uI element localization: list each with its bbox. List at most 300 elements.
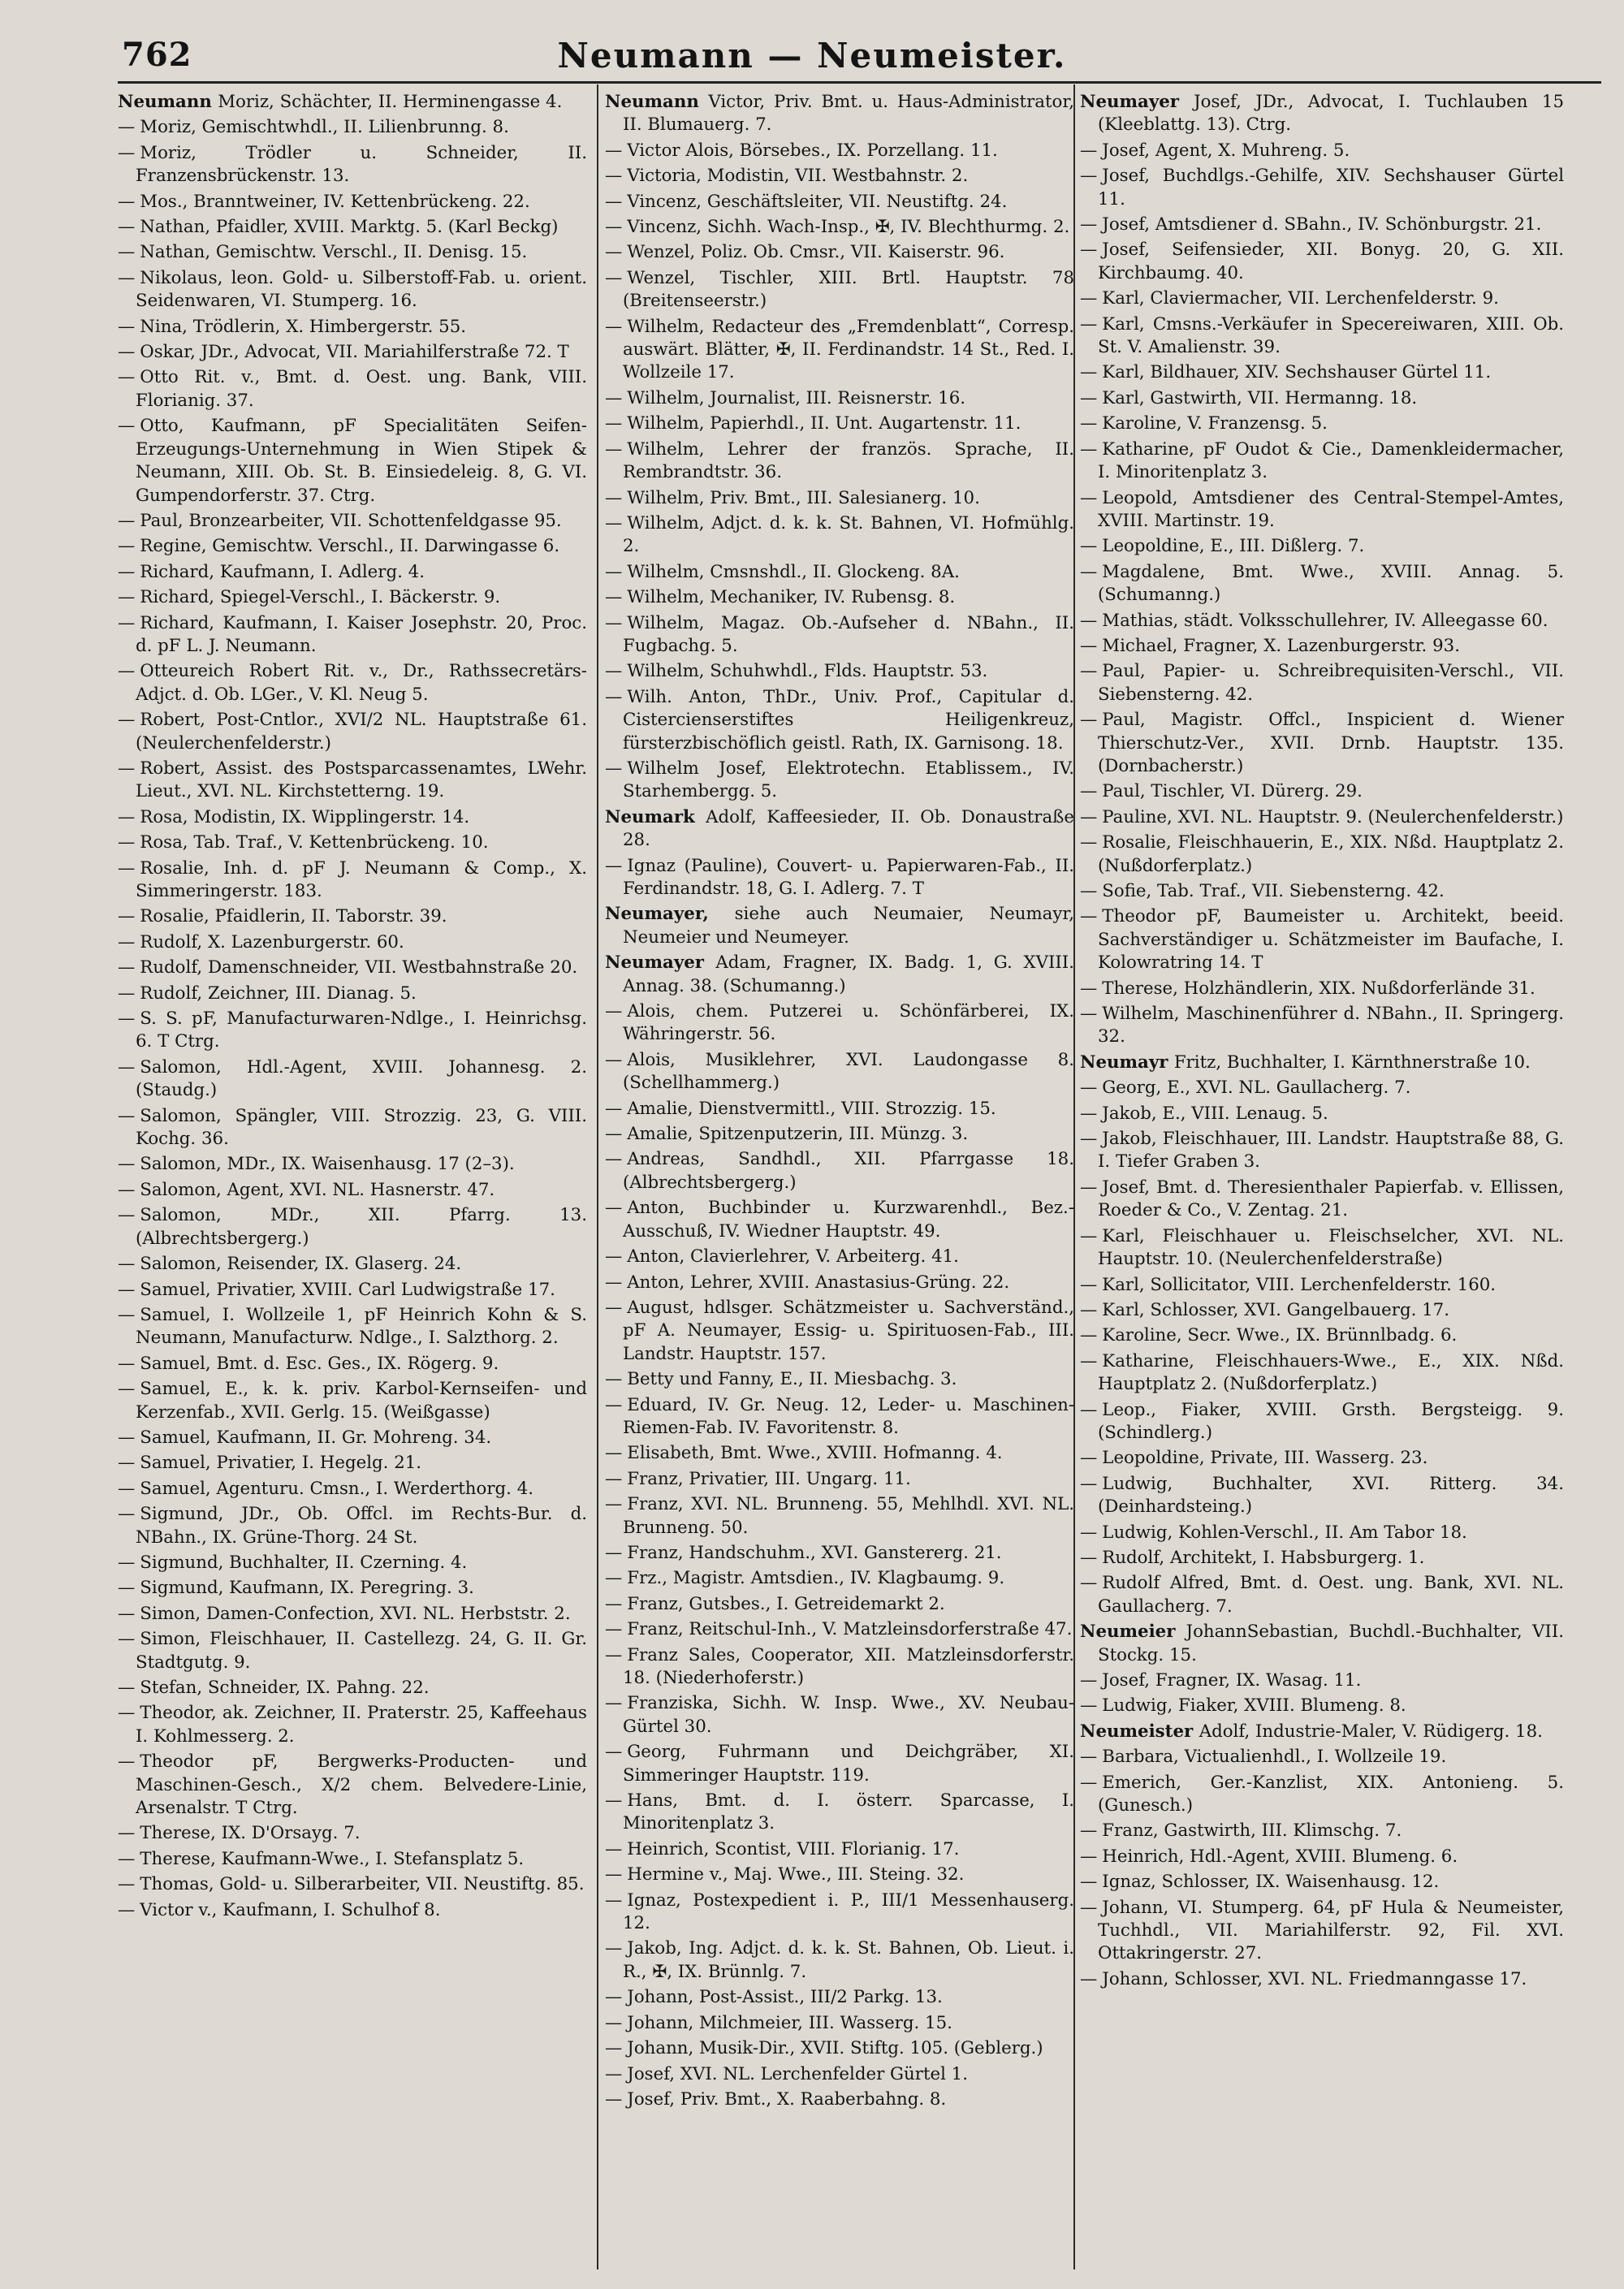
ditto-dash: — [1080,1846,1098,1867]
entry-text: Oskar, JDr., Advocat, VII. Mariahilferstraße 72. T [140,342,569,363]
ditto-dash: — [1080,1695,1098,1717]
ditto-dash: — [605,561,623,582]
directory-entry [1080,91,1564,137]
entry-text: Thomas, Gold- u. Silberarbeiter, VII. Neustiftg. 85. [140,1874,585,1895]
directory-entry [605,1493,1074,1540]
entry-text: Franz, XVI. NL. Brunneng. 55, Mehlhdl. XVI. NL. Brunneng. 50. [623,1494,1074,1538]
directory-entry [118,1204,587,1250]
entry-text: Amalie, Dienstvermittl., VIII. Strozzig. 15. [627,1098,996,1119]
entry-text: Leopoldine, Private, III. Wasserg. 23. [1102,1448,1428,1469]
directory-entry [1080,635,1564,658]
entry-text: Alois, chem. Putzerei u. Schönfärberei, IX. Währingerstr. 56. [623,1001,1074,1045]
ditto-dash: — [605,1124,623,1145]
ditto-dash: — [118,1751,136,1773]
directory-entry [1080,660,1564,706]
ditto-dash: — [1080,1225,1098,1246]
ditto-dash: — [118,267,136,288]
ditto-dash: — [118,1603,136,1624]
directory-entry [605,1890,1074,1936]
ditto-dash: — [605,512,623,533]
directory-entry [118,1577,587,1600]
entry-text: Josef, Buchdlgs.-Gehilfe, XIV. Sechshauser Gürtel 11. [1098,166,1564,209]
ditto-dash: — [605,1369,623,1390]
ditto-dash: — [118,142,136,163]
entry-text: Amalie, Spitzenputzerin, III. Münzg. 3. [627,1124,969,1145]
directory-entry [605,1148,1074,1194]
entry-text: Johann, Post-Assist., III/2 Parkg. 13. [627,1987,943,2008]
ditto-dash: — [1080,781,1098,802]
directory-entry [118,316,587,339]
ditto-dash: — [605,2012,623,2033]
entry-text: Ignaz (Pauline), Couvert- u. Papierwaren-Fab., II. Ferdinandstr. 18, G. I. Adlerg. 7. T [623,855,1074,899]
entry-text: Sigmund, JDr., Ob. Offcl. im Rechts-Bur. d. NBahn., IX. Grüne-Thorg. 24 St. [136,1504,587,1548]
ditto-dash: — [118,1154,136,1175]
entry-text: Johann, Milchmeier, III. Wasserg. 15. [627,2012,952,2033]
ditto-dash: — [118,1353,136,1374]
entry-text: Josef, Agent, X. Muhreng. 5. [1102,140,1350,161]
directory-entry [118,709,587,755]
entry-text: Karl, Cmsns.-Verkäufer in Specereiwaren, XIII. Ob. St. V. Amalienstr. 39. [1098,313,1564,358]
ditto-dash: — [118,983,136,1004]
directory-entry [605,660,1074,683]
directory-entry [118,1628,587,1674]
ditto-dash: — [605,1542,623,1563]
directory-entry [118,1603,587,1626]
surname-heading: Neumann [118,92,218,112]
ditto-dash: — [1080,1968,1098,1989]
directory-entry [118,806,587,829]
directory-entry [118,931,587,954]
entry-text: Hans, Bmt. d. I. österr. Sparcasse, I. Minoritenplatz 3. [623,1790,1074,1834]
directory-entry [1080,1695,1564,1717]
directory-entry [118,267,587,313]
entry-text: Josef, Seifensieder, XII. Bonyg. 20, G. XII. Kirchbaumg. 40. [1098,240,1564,283]
directory-entry [1080,610,1564,633]
directory-entry [605,1790,1074,1836]
ditto-dash: — [605,1644,623,1665]
directory-entry [605,2088,1074,2111]
directory-entry [605,267,1074,313]
ditto-dash: — [118,1629,136,1650]
entry-text: Rudolf, Damenschneider, VII. Westbahnstraße 20. [140,957,578,978]
entry-text: Georg, Fuhrmann und Deichgräber, XI. Simmeringer Hauptstr. 119. [623,1742,1074,1786]
entry-text: Nikolaus, leon. Gold- u. Silberstoff-Fab. u. orient. Seidenwaren, VI. Stumperg. 16. [136,267,587,312]
ditto-dash: — [605,758,623,779]
ditto-dash: — [605,1001,623,1022]
directory-entry [1080,412,1564,435]
entry-text: Wenzel, Poliz. Ob. Cmsr., VII. Kaiserstr. 96. [627,242,1005,263]
ditto-dash: — [118,1008,136,1030]
ditto-dash: — [1080,288,1098,309]
directory-entry [605,1272,1074,1294]
entry-text: Karl, Bildhauer, XIV. Sechshauser Gürtel 11. [1102,362,1492,383]
directory-entry [118,1503,587,1549]
entry-text: August, hdlsger. Schätzmeister u. Sachverständ., pF A. Neumayer, Essig- u. Spirituosen-Fab., III. Landstr. Hauptstr. 157. [623,1297,1074,1364]
directory-entry [605,1864,1074,1886]
directory-entry [118,1899,587,1922]
ditto-dash: — [1080,413,1098,434]
entry-text: Regine, Gemischtw. Verschl., II. Darwingasse 6. [140,536,560,557]
entry-text: Nathan, Pfaidler, XVIII. Marktg. 5. (Karl Beckg) [140,217,559,238]
ditto-dash: — [118,1304,136,1325]
entry-text: Paul, Bronzearbeiter, VII. Schottenfeldgasse 95. [140,510,562,531]
entry-text: Richard, Spiegel-Verschl., I. Bäckerstr. 9. [140,587,501,608]
ditto-dash: — [605,1890,623,1911]
directory-entry [118,1751,587,1820]
column-1 [118,91,587,1924]
entry-text: Emerich, Ger.-Kanzlist, XIX. Antonieng. 5. (Gunesch.) [1098,1772,1564,1816]
entry-text: Wilhelm, Priv. Bmt., III. Salesianerg. 10. [627,487,980,508]
entry-text: Otto Rit. v., Bmt. d. Oest. ung. Bank, VIII. Florianig. 37. [136,367,587,411]
directory-entry [605,438,1074,485]
ditto-dash: — [118,316,136,337]
entry-text: Jakob, Ing. Adjct. d. k. k. St. Bahnen, Ob. Lieut. i. R., ✠, IX. Brünnlg. 7. [623,1938,1074,1982]
ditto-dash: — [118,906,136,927]
entry-text: Johann, Schlosser, XVI. NL. Friedmanngasse 17. [1102,1968,1527,1989]
ditto-dash: — [605,2088,623,2110]
ditto-dash: — [605,2038,623,2059]
ditto-dash: — [118,710,136,731]
entry-text: Alois, Musiklehrer, XVI. Laudongasse 8. (Schellhammerg.) [623,1049,1074,1094]
entry-text: Adolf, Kaffeesieder, II. Ob. Donaustraße 28. [623,806,1074,851]
directory-entry [1080,1447,1564,1470]
directory-entry [605,561,1074,584]
ditto-dash: — [118,661,136,682]
ditto-dash: — [1080,313,1098,335]
ditto-dash: — [118,1379,136,1400]
directory-entry [1080,387,1564,410]
directory-entry [1080,214,1564,236]
ditto-dash: — [605,1494,623,1515]
ditto-dash: — [1080,1177,1098,1198]
ditto-dash: — [605,191,623,212]
ditto-dash: — [118,587,136,608]
directory-entry [118,831,587,854]
entry-text: Karl, Fleischhauer u. Fleischselcher, XVI. NL. Hauptstr. 10. (Neulerchenfelderstraße) [1098,1225,1564,1270]
directory-entry [118,905,587,928]
entry-text: Robert, Assist. des Postsparcassenamtes, LWehr. Lieut., XVI. NL. Kirchstetterng. 19. [136,758,587,802]
entry-text: Franz, Gastwirth, III. Klimschg. 7. [1102,1820,1402,1842]
ditto-dash: — [605,1568,623,1589]
directory-entry [118,612,587,659]
directory-entry [118,142,587,188]
directory-entry [118,1378,587,1424]
entry-text: Karoline, V. Franzensg. 5. [1102,413,1328,434]
ditto-dash: — [118,957,136,978]
entry-text: Josef, Fragner, IX. Wasag. 11. [1102,1670,1362,1691]
directory-entry [118,535,587,558]
directory-entry [118,1452,587,1475]
entry-text: Paul, Magistr. Offcl., Inspicient d. Wiener Thierschutz-Ver., XVII. Drnb. Hauptstr. 135. (Dornbacherstr.) [1098,710,1564,776]
directory-entry [118,1279,587,1302]
directory-entry [605,952,1074,998]
surname-heading: Neumayer [605,952,716,974]
entry-text: Therese, IX. D'Orsayg. 7. [140,1823,361,1844]
entry-text: Stefan, Schneider, IX. Pahng. 22. [140,1678,430,1698]
directory-entry [1080,880,1564,903]
entry-text: Franz Sales, Cooperator, XII. Matzleinsdorferstr. 18. (Niederhoferstr.) [623,1644,1074,1688]
ditto-dash: — [1080,881,1098,901]
entry-text: Samuel, Kaufmann, II. Gr. Mohreng. 34. [140,1427,492,1448]
ditto-dash: — [605,1838,623,1859]
directory-entry [1080,905,1564,974]
directory-entry [118,341,587,364]
ditto-dash: — [1080,1004,1098,1025]
entry-text: Therese, Kaufmann-Wwe., I. Stefansplatz 5. [140,1848,525,1869]
entry-text: Georg, E., XVI. NL. Gaullacherg. 7. [1102,1078,1411,1099]
entry-text: Frz., Magistr. Amtsdien., IV. Klagbaumg. 9. [627,1568,1005,1589]
directory-entry [118,116,587,139]
ditto-dash: — [1080,1820,1098,1842]
entry-text: Josef, JDr., Advocat, I. Tuchlauben 15 (Kleeblattg. 13). Ctrg. [1098,92,1564,136]
directory-entry [118,1702,587,1748]
ditto-dash: — [118,857,136,879]
entry-text: Therese, Holzhändlerin, XIX. Nußdorferlände 31. [1102,978,1535,999]
entry-text: Moriz, Trödler u. Schneider, II. Franzensbrückenstr. 13. [136,142,587,187]
ditto-dash: — [1080,906,1098,927]
entry-text: Simon, Damen-Confection, XVI. NL. Herbststr. 2. [140,1603,571,1624]
entry-text: Ludwig, Buchhalter, XVI. Ritterg. 34. (Deinhardsteing.) [1098,1473,1564,1518]
directory-entry [605,903,1074,949]
entry-text: Ignaz, Schlosser, IX. Waisenhausg. 12. [1102,1872,1440,1893]
column-2 [605,91,1074,2114]
entry-text: Wilhelm, Journalist, III. Reisnerstr. 16. [627,387,966,408]
ditto-dash: — [605,2063,623,2084]
entry-text: siehe auch Neumaier, Neumayr, Neumeier und Neumeyer. [623,904,1075,948]
directory-entry [118,758,587,804]
entry-text: Ignaz, Postexpedient i. P., III/1 Messenhauserg. 12. [623,1890,1074,1934]
directory-entry [605,2063,1074,2086]
directory-entry [1080,1897,1564,1966]
directory-entry [1080,1968,1564,1991]
ditto-dash: — [605,413,623,434]
entry-text: Anton, Clavierlehrer, V. Arbeiterg. 41. [627,1246,959,1268]
entry-text: Moriz, Gemischtwhdl., II. Lilienbrunng. 8. [140,117,509,138]
entry-text: Jakob, E., VIII. Lenaug. 5. [1102,1103,1328,1124]
entry-text: Richard, Kaufmann, I. Adlerg. 4. [140,561,425,582]
entry-text: Karl, Gastwirth, VII. Hermanng. 18. [1102,387,1418,408]
directory-entry [605,1468,1074,1491]
directory-entry [118,1552,587,1574]
entry-text: Ludwig, Kohlen-Verschl., II. Am Tabor 18. [1102,1522,1467,1543]
entry-text: Robert, Post-Cntlor., XVI/2 NL. Hauptstraße 61. (Neulerchenfelderstr.) [136,710,587,754]
directory-entry [118,957,587,979]
directory-entry [605,1618,1074,1641]
ditto-dash: — [605,587,623,608]
directory-entry [1080,1077,1564,1099]
entry-text: Theodor, ak. Zeichner, II. Praterstr. 25, Kaffeehaus I. Kohlmesserg. 2. [136,1703,587,1747]
column-divider [597,84,598,2270]
ditto-dash: — [118,342,136,363]
surname-heading: Neumayer [1080,92,1194,112]
entry-text: Salomon, Reisender, IX. Glaserg. 24. [140,1254,462,1275]
directory-entry [1080,1473,1564,1519]
directory-entry [605,412,1074,435]
surname-heading: Neumeister [1080,1721,1199,1742]
entry-text: Andreas, Sandhdl., XII. Pfarrgasse 18. (Albrechtsbergerg.) [623,1149,1074,1193]
directory-entry [605,316,1074,385]
entry-text: Pauline, XVI. NL. Hauptstr. 9. (Neulerchenfelderstr.) [1102,806,1564,827]
ditto-dash: — [1080,1078,1098,1099]
ditto-dash: — [1080,487,1098,508]
entry-text: Simon, Fleischhauer, II. Castellezg. 24, G. II. Gr. Stadtgutg. 9. [136,1629,587,1673]
directory-entry [1080,978,1564,1000]
directory-entry [118,1353,587,1376]
ditto-dash: — [1080,978,1098,999]
directory-entry [118,1056,587,1103]
entry-text: Nathan, Gemischtw. Verschl., II. Denisg. 15. [140,242,528,263]
directory-entry [605,1368,1074,1391]
ditto-dash: — [1080,806,1098,827]
entry-text: Samuel, Privatier, I. Hegelg. 21. [140,1453,422,1474]
directory-entry [1080,831,1564,878]
entry-text: Salomon, Spängler, VIII. Strozzig. 23, G. VIII. Kochg. 36. [136,1105,587,1150]
directory-entry [1080,1052,1564,1074]
directory-entry [1080,313,1564,360]
ditto-dash: — [605,1864,623,1885]
entry-text: Mathias, städt. Volksschullehrer, IV. Alleegasse 60. [1102,610,1548,631]
directory-entry [1080,1846,1564,1868]
ditto-dash: — [1080,710,1098,731]
directory-entry [605,2012,1074,2035]
directory-entry [118,561,587,584]
entry-text: Betty und Fanny, E., II. Miesbachg. 3. [627,1369,957,1390]
directory-entry [1080,1746,1564,1769]
page-number: 762 [122,36,192,74]
ditto-dash: — [1080,1399,1098,1420]
ditto-dash: — [1080,1473,1098,1494]
directory-entry [605,1123,1074,1146]
ditto-dash: — [605,1742,623,1763]
ditto-dash: — [118,1823,136,1844]
entry-text: Victor v., Kaufmann, I. Schulhof 8. [140,1899,441,1920]
ditto-dash: — [605,1468,623,1489]
entry-text: S. S. pF, Manufacturwaren-Ndlge., I. Heinrichsg. 6. T Ctrg. [136,1008,587,1052]
ditto-dash: — [605,1619,623,1640]
ditto-dash: — [118,242,136,263]
entry-text: Rosalie, Fleischhauerin, E., XIX. Nßd. Hauptplatz 2. (Nußdorferplatz.) [1098,832,1564,876]
directory-entry [1080,239,1564,285]
entry-text: Johann, Musik-Dir., XVII. Stiftg. 105. (Geblerg.) [627,2038,1043,2059]
entry-text: Katharine, pF Oudot & Cie., Damenkleidermacher, I. Minoritenplatz 3. [1098,438,1564,483]
directory-entry [605,1741,1074,1787]
ditto-dash: — [118,1578,136,1599]
ditto-dash: — [118,806,136,827]
entry-text: Josef, XVI. NL. Lerchenfelder Gürtel 1. [627,2063,969,2084]
ditto-dash: — [605,267,623,288]
entry-text: Victoria, Modistin, VII. Westbahnstr. 2. [627,166,969,187]
directory-entry [605,1197,1074,1243]
ditto-dash: — [605,1049,623,1070]
ditto-dash: — [118,758,136,779]
entry-text: Josef, Priv. Bmt., X. Raaberbahng. 8. [627,2088,947,2110]
entry-text: Jakob, Fleischhauer, III. Landstr. Hauptstraße 88, G. I. Tiefer Graben 3. [1098,1129,1564,1173]
ditto-dash: — [1080,214,1098,235]
directory-entry [605,1442,1074,1465]
directory-entry [605,758,1074,804]
directory-entry [605,191,1074,214]
entry-text: Moriz, Schächter, II. Herminengasse 4. [218,92,563,112]
entry-text: Theodor pF, Baumeister u. Architekt, beeid. Sachverständiger u. Schätzmeister im Baufache, I. Kolowratring 14. T [1098,906,1564,974]
entry-text: Franz, Reitschul-Inh., V. Matzleinsdorferstraße 47. [627,1619,1073,1640]
entry-text: Rudolf, Architekt, I. Habsburgerg. 1. [1102,1547,1425,1568]
entry-text: Magdalene, Bmt. Wwe., XVIII. Annag. 5. (Schumanng.) [1098,561,1564,606]
directory-entry [118,586,587,609]
directory-entry [605,855,1074,901]
directory-entry [1080,709,1564,778]
entry-text: Otteureich Robert Rit. v., Dr., Rathssecretärs-Adjct. d. Ob. LGer., V. Kl. Neug 5. [136,661,587,705]
ditto-dash: — [118,191,136,212]
directory-entry [1080,140,1564,162]
entry-text: Wilhelm, Maschinenführer d. NBahn., II. Springerg. 32. [1098,1004,1564,1047]
directory-entry [1080,1324,1564,1347]
ditto-dash: — [1080,1522,1098,1543]
ditto-dash: — [1080,635,1098,656]
directory-entry [1080,1547,1564,1570]
entry-text: Wilhelm Josef, Elektrotechn. Etablissem., IV. Starhembergg. 5. [623,758,1074,802]
entry-text: Salomon, MDr., IX. Waisenhausg. 17 (2–3). [140,1154,515,1175]
directory-entry [1080,1103,1564,1125]
entry-text: Adam, Fragner, IX. Badg. 1, G. XVIII. Annag. 38. (Schumanng.) [623,952,1074,996]
entry-text: Rosalie, Pfaidlerin, II. Taborstr. 39. [140,906,447,927]
ditto-dash: — [118,1899,136,1920]
ditto-dash: — [118,1105,136,1126]
directory-entry [605,1986,1074,2009]
directory-entry [1080,1772,1564,1818]
ditto-dash: — [1080,536,1098,557]
ditto-dash: — [605,242,623,263]
entry-text: Paul, Tischler, VI. Dürerg. 29. [1102,781,1363,802]
directory-entry [1080,1225,1564,1272]
header-rule [118,81,1601,84]
entry-text: Karl, Schlosser, XVI. Gangelbauerg. 17. [1102,1299,1449,1320]
entry-text: Vincenz, Sichh. Wach-Insp., ✠, IV. Blechthurmg. 2. [627,217,1070,238]
directory-entry [1080,1274,1564,1297]
directory-entry [118,1873,587,1896]
directory-entry [1080,535,1564,558]
entry-text: Otto, Kaufmann, pF Specialitäten Seifen-Erzeugungs-Unternehmung in Wien Stipek & Neumann, XIII. Ob. St. B. Einsiedeleig. 8, G. VI. Gumpendorferstr. 37. Ctrg. [136,416,587,506]
directory-entry [118,241,587,264]
entry-text: Wilhelm, Magaz. Ob.-Aufseher d. NBahn., II. Fugbachg. 5. [623,612,1074,656]
ditto-dash: — [1080,1299,1098,1320]
directory-entry [118,1253,587,1276]
directory-entry [605,1297,1074,1366]
directory-entry [1080,1522,1564,1544]
ditto-dash: — [1080,1350,1098,1371]
entry-text: Rosalie, Inh. d. pF J. Neumann & Comp., X. Simmeringerstr. 183. [136,857,587,901]
directory-entry [1080,780,1564,803]
ditto-dash: — [1080,1872,1098,1893]
directory-entry [1080,1621,1564,1667]
ditto-dash: — [1080,1573,1098,1594]
entry-text: Ludwig, Fiaker, XVIII. Blumeng. 8. [1102,1695,1406,1717]
entry-text: Samuel, Agenturu. Cmsn., I. Werderthorg. 4. [140,1478,534,1499]
entry-text: Samuel, E., k. k. priv. Karbol-Kernseifen- und Kerzenfab., XVII. Gerlg. 15. (Weißgasse) [136,1379,587,1423]
entry-text: Samuel, I. Wollzeile 1, pF Heinrich Kohn & S. Neumann, Manufacturw. Ndlge., I. Salzthorg. 2. [136,1304,587,1349]
entry-text: Rudolf, X. Lazenburgerstr. 60. [140,931,404,952]
directory-entry [605,1593,1074,1616]
directory-entry [1080,487,1564,533]
directory-entry [1080,361,1564,384]
ditto-dash: — [1080,240,1098,261]
directory-entry [118,91,587,114]
directory-entry [1080,1350,1564,1397]
entry-text: Karoline, Secr. Wwe., IX. Brünnlbadg. 6. [1102,1325,1458,1346]
directory-entry [605,586,1074,609]
ditto-dash: — [1080,1129,1098,1150]
ditto-dash: — [1080,362,1098,383]
ditto-dash: — [1080,1772,1098,1793]
